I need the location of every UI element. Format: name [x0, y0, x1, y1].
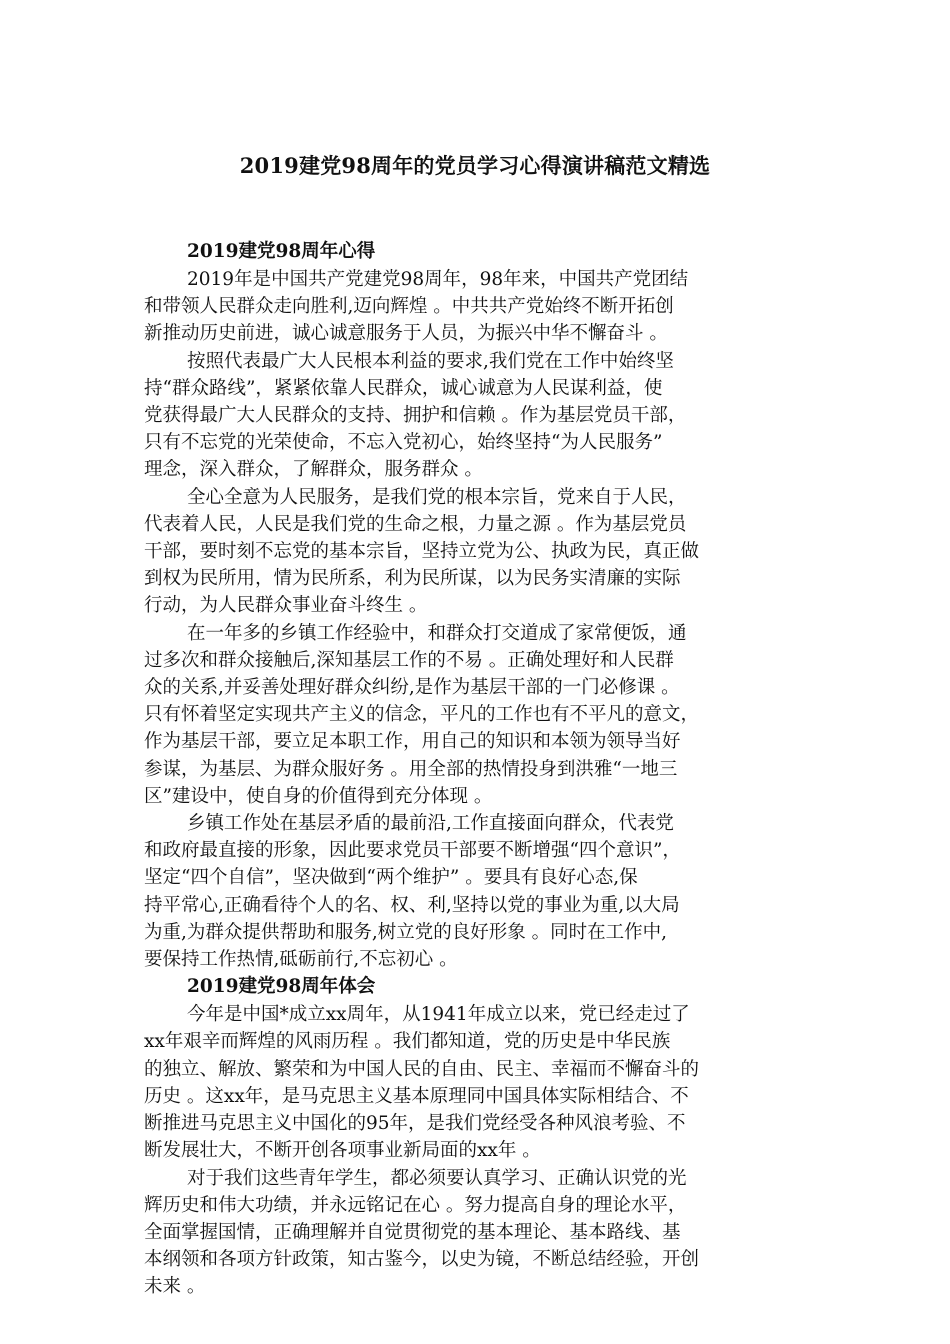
text-line: 今年是中国*成立xx周年，从1941年成立以来，党已经走过了 — [187, 1004, 690, 1026]
text-line: 参谋，为基层、为群众服好务 。用全部的热情投身到洪雅“一地三 — [144, 758, 678, 780]
text-line: 辉历史和伟大功绩，并永远铭记在心 。努力提高自身的理论水平， — [144, 1194, 687, 1216]
text-line: 在一年多的乡镇工作经验中，和群众打交道成了家常便饭，通 — [187, 622, 687, 644]
text-line: 理念，深入群众，了解群众，服务群众 。 — [144, 459, 483, 481]
text-line: 持平常心,正确看待个人的名、权、利,坚持以党的事业为重,以大局 — [144, 894, 680, 916]
text-line: 断推进马克思主义中国化的95年，是我们党经受各种风浪考验、不 — [144, 1113, 686, 1135]
text-line: 新推动历史前进，诚心诚意服务于人员，为振兴中华不懈奋斗 。 — [144, 323, 668, 345]
text-line: 和带领人民群众走向胜利,迈向辉煌 。中共共产党始终不断开拓创 — [144, 296, 674, 318]
text-line: 只有不忘党的光荣使命，不忘入党初心，始终坚持“为人民服务” — [144, 432, 663, 454]
text-line: 坚定“四个自信”，坚决做到“两个维护” 。要具有良好心态,保 — [144, 867, 638, 889]
text-line: 要保持工作热情,砥砺前行,不忘初心 。 — [144, 949, 458, 971]
text-line: 代表着人民，人民是我们党的生命之根，力量之源 。作为基层党员 — [144, 513, 687, 535]
text-line: 和政府最直接的形象，因此要求党员干部要不断增强“四个意识”， — [144, 840, 681, 862]
paragraph — [144, 484, 794, 620]
text-line: 党获得最广大人民群众的支持、拥护和信赖 。作为基层党员干部， — [144, 405, 687, 427]
text-line: 对于我们这些青年学生，都必须要认真学习、正确认识党的光 — [187, 1167, 687, 1189]
text-line: 按照代表最广大人民根本利益的要求,我们党在工作中始终坚 — [187, 350, 674, 372]
text-line: 持“群众路线”，紧紧依靠人民群众，诚心诚意为人民谋利益，使 — [144, 377, 663, 399]
paragraph — [144, 810, 794, 973]
text-line: 只有怀着坚定实现共产主义的信念，平凡的工作也有不平凡的意文， — [144, 704, 700, 726]
text-line: 众的关系,并妥善处理好群众纠纷,是作为基层干部的一门必修课 。 — [144, 677, 680, 699]
paragraph — [144, 1165, 794, 1301]
text-line: 干部，要时刻不忘党的基本宗旨，坚持立党为公、执政为民，真正做 — [144, 541, 700, 563]
text-line: 作为基层干部，要立足本职工作，用自己的知识和本领为领导当好 — [144, 731, 681, 753]
text-line: 到权为民所用，情为民所系，利为民所谋，以为民务实清廉的实际 — [144, 568, 681, 590]
text-line: 过多次和群众接触后,深知基层工作的不易 。正确处理好和人民群 — [144, 649, 674, 671]
section-heading: 2019建党98周年体会 — [187, 976, 376, 998]
text-line: 断发展壮大，不断开创各项事业新局面的xx年 。 — [144, 1140, 541, 1162]
section-heading: 2019建党98周年心得 — [187, 241, 376, 262]
document-title: 2019建党98周年的党员学习心得演讲稿范文精选 — [239, 153, 711, 178]
text-line: 行动，为人民群众事业奋斗终生 。 — [144, 595, 428, 617]
document-body — [144, 208, 794, 1301]
text-line: 为重,为群众提供帮助和服务,树立党的良好形象 。同时在工作中, — [144, 921, 668, 943]
text-line: 历史 。这xx年，是马克思主义基本原理同中国具体实际相结合、不 — [144, 1085, 689, 1107]
text-line: 区”建设中，使自身的价值得到充分体现 。 — [144, 785, 493, 807]
paragraph — [144, 620, 794, 810]
text-line: 的独立、解放、繁荣和为中国人民的自由、民主、幸福而不懈奋斗的 — [144, 1058, 700, 1080]
text-line: 本纲领和各项方针政策，知古鉴今，以史为镜，不断总结经验，开创 — [144, 1249, 700, 1271]
text-line: 乡镇工作处在基层矛盾的最前沿,工作直接面向群众，代表党 — [187, 813, 674, 835]
paragraph — [144, 348, 794, 484]
text-line: 全心全意为人民服务，是我们党的根本宗旨，党来自于人民， — [187, 486, 687, 508]
paragraph — [144, 266, 794, 348]
text-line: xx年艰辛而辉煌的风雨历程 。我们都知道，党的历史是中华民族 — [144, 1031, 671, 1053]
paragraph — [144, 1001, 794, 1164]
text-line: 2019年是中国共产党建党98周年，98年来，中国共产党团结 — [187, 269, 689, 290]
text-line: 全面掌握国情，正确理解并自觉贯彻党的基本理论、基本路线、基 — [144, 1221, 681, 1243]
text-line: 未来 。 — [144, 1276, 206, 1298]
